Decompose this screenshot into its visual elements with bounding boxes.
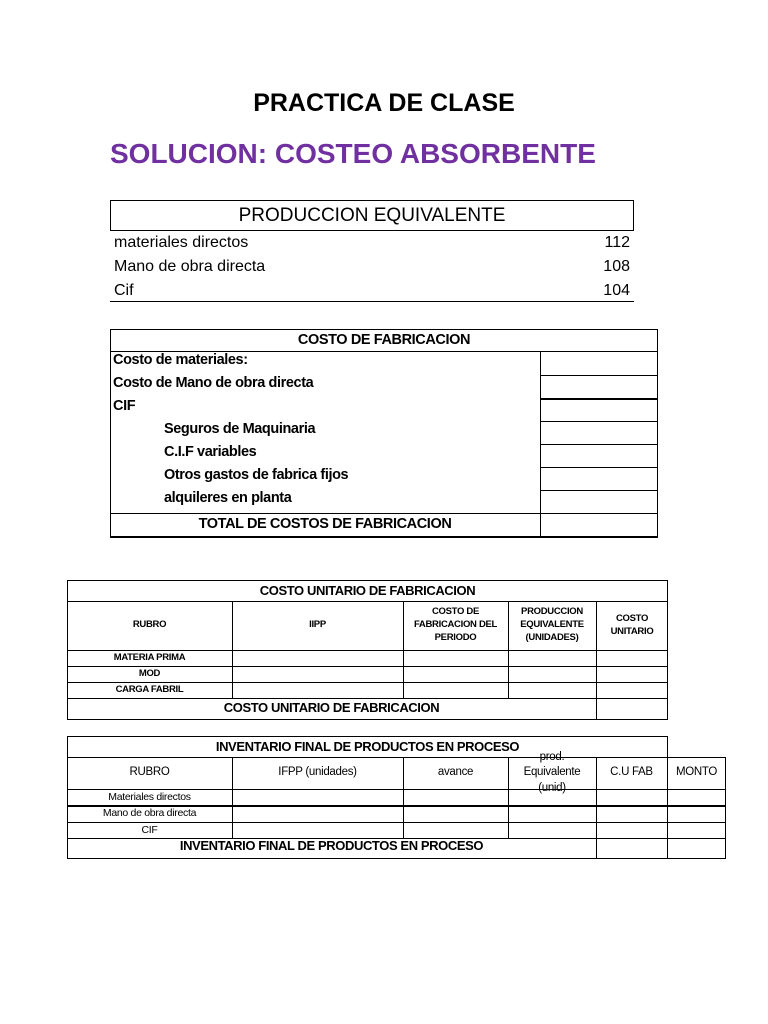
- produccion-equivalente-header: PRODUCCION EQUIVALENTE: [110, 200, 634, 231]
- pe-row-label: materiales directos: [114, 234, 249, 251]
- cf-cell-line: [540, 421, 658, 422]
- cf-row-label: CIF: [113, 398, 136, 414]
- cu-col-header: PRODUCCION EQUIVALENTE (UNIDADES): [520, 606, 584, 643]
- cf-cell-line: [540, 375, 658, 376]
- pe-row: [114, 279, 630, 303]
- pe-row-value: 108: [603, 258, 630, 275]
- costo-fabricacion-header: COSTO DE FABRICACION: [110, 329, 658, 352]
- if-row-label: Mano de obra directa: [102, 807, 197, 820]
- cf-left-border: [110, 352, 111, 537]
- cu-row-label: MOD: [138, 667, 161, 679]
- if-col-header: RUBRO: [129, 766, 170, 779]
- if-vline: [508, 757, 509, 838]
- cf-cell-line: [540, 467, 658, 468]
- pe-row-label: Cif: [114, 282, 134, 299]
- pe-row-value: 112: [604, 234, 630, 251]
- pe-row-label: Mano de obra directa: [114, 258, 266, 275]
- if-col-header: MONTO: [675, 766, 718, 779]
- if-col-header: avance: [437, 766, 474, 779]
- if-row-label: CIF: [141, 823, 158, 836]
- cf-row-label: Otros gastos de fabrica fijos: [164, 467, 349, 483]
- costo-unitario-header: COSTO UNITARIO DE FABRICACION: [259, 582, 476, 598]
- pe-row: [114, 231, 630, 255]
- cu-col-header: IIPP: [309, 619, 326, 631]
- cu-row-label: MATERIA PRIMA: [113, 651, 186, 663]
- cu-col-header: COSTO DE FABRICACION DEL PERIODO: [413, 606, 498, 643]
- cf-cell-line: [540, 444, 658, 445]
- inventario-final-header: INVENTARIO FINAL DE PRODUCTOS EN PROCESO: [215, 738, 520, 754]
- page-subtitle: SOLUCION: COSTEO ABSORBENTE: [110, 138, 596, 169]
- cu-footer: COSTO UNITARIO DE FABRICACION: [223, 700, 440, 716]
- cf-bottom-line: [110, 536, 658, 538]
- cu-row-label: CARGA FABRIL: [115, 683, 184, 695]
- cf-row-label: Costo de Mano de obra directa: [113, 375, 314, 391]
- if-col-header: prod. Equivalente (unid): [523, 750, 581, 794]
- if-row-label: Materiales directos: [108, 790, 191, 803]
- if-footer: INVENTARIO FINAL DE PRODUCTOS EN PROCESO: [179, 838, 484, 854]
- cf-row-label: Costo de materiales:: [113, 352, 248, 368]
- cf-total-label: TOTAL DE COSTOS DE FABRICACION: [198, 515, 452, 532]
- if-col-header: IFPP (unidades): [278, 766, 357, 779]
- cu-col-header: COSTO UNITARIO: [610, 612, 654, 637]
- pe-bottom-border: [110, 301, 634, 302]
- cf-cell-line: [540, 490, 658, 491]
- cf-row-label: Seguros de Maquinaria: [164, 421, 316, 437]
- pe-row: [114, 255, 630, 279]
- cf-row-label: alquileres en planta: [164, 490, 292, 506]
- page-title: PRACTICA DE CLASE: [253, 89, 515, 117]
- pe-row-value: 104: [603, 282, 630, 299]
- cu-col-header: RUBRO: [132, 619, 167, 631]
- if-col-header: C.U FAB: [610, 766, 653, 779]
- cf-row-label: C.I.F variables: [164, 444, 257, 460]
- cf-cell-line: [540, 398, 658, 400]
